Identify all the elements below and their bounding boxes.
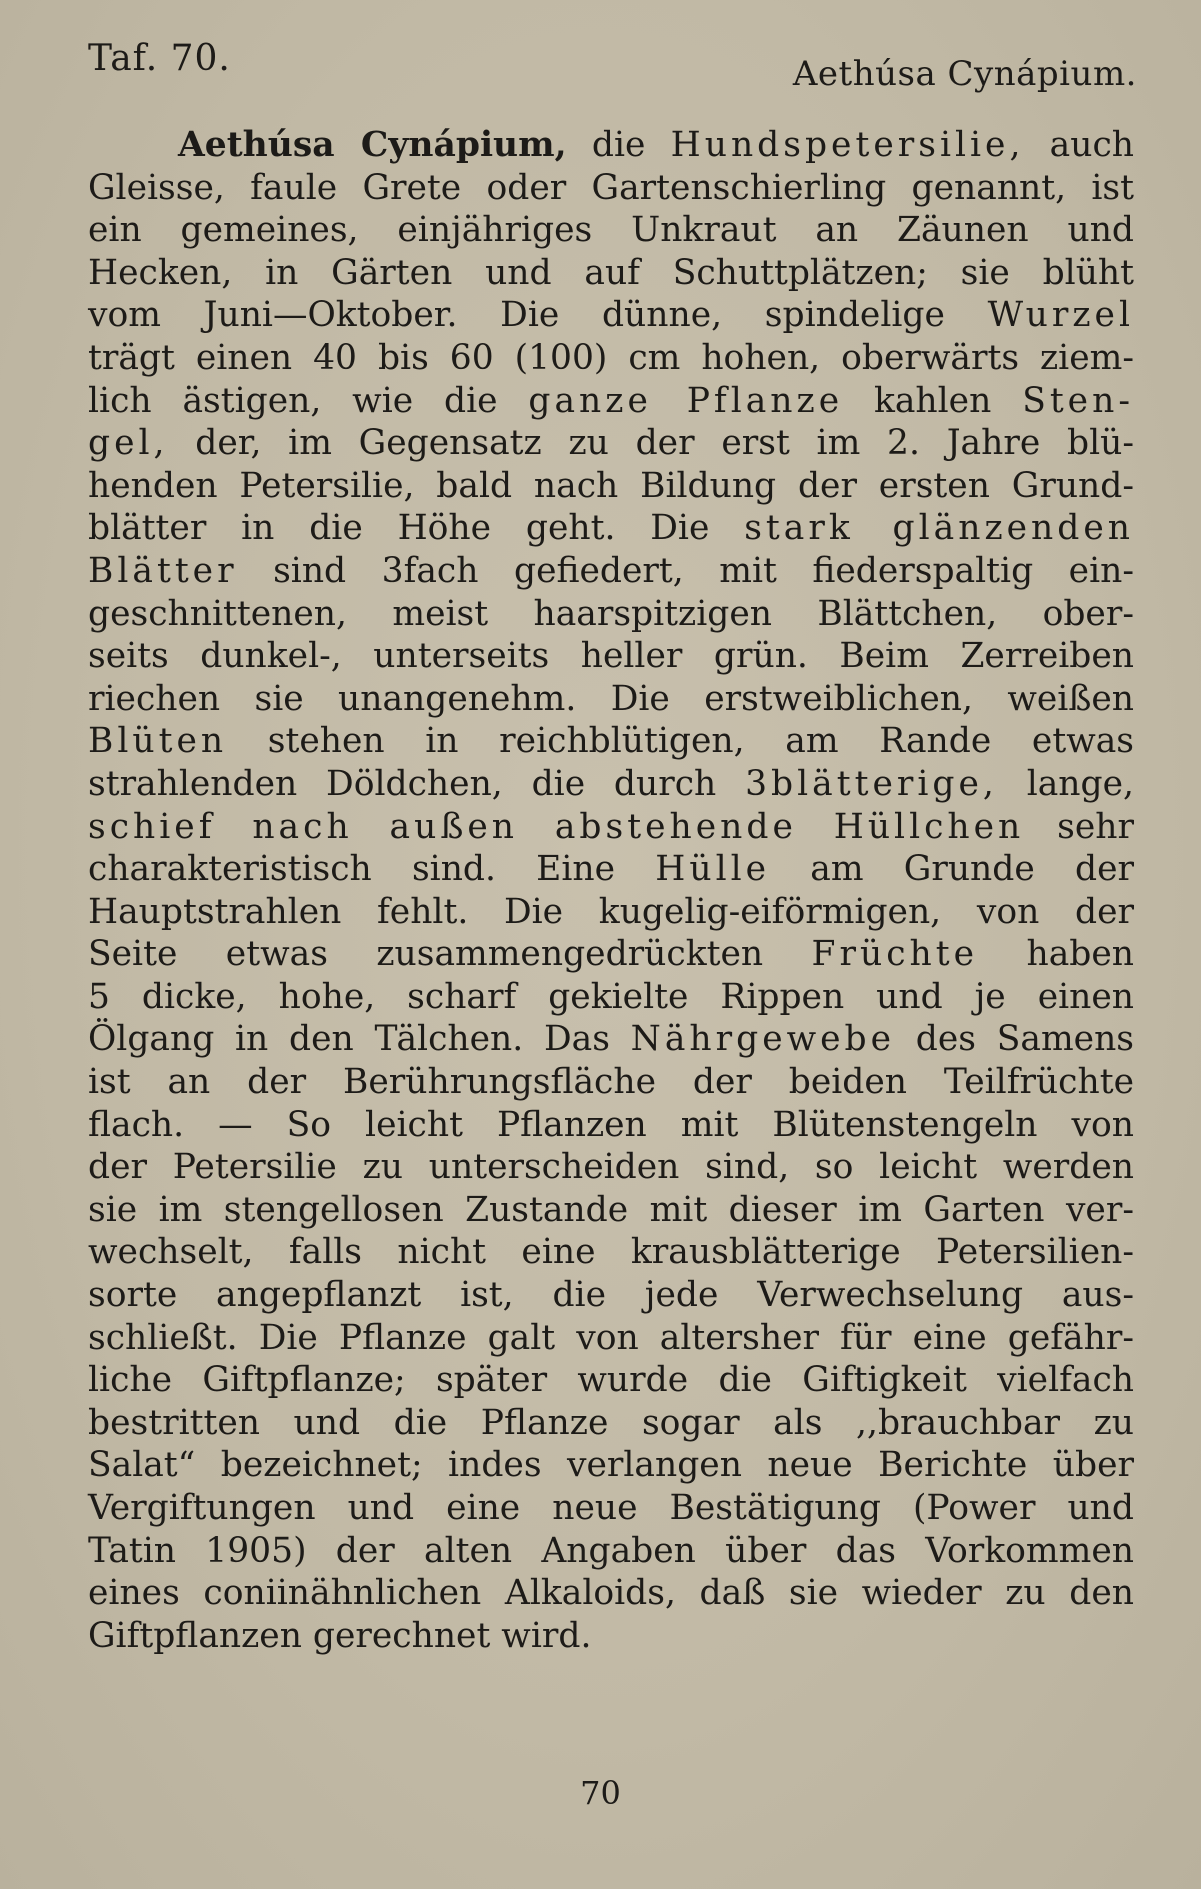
text-line: Salat“ bezeichnet; indes verlangen neue Berichte über <box>88 1445 1134 1486</box>
text-line: geschnittenen, meist haarspitzigen Blättchen, ober- <box>88 593 1134 634</box>
text-line: strahlenden Döldchen, die durch 3blätterige, lange, <box>88 763 1134 804</box>
text-line: Vergiftungen und eine neue Bestätigung (Power und <box>88 1488 1134 1528</box>
main-paragraph <box>88 124 1134 1657</box>
text-line: Gleisse, faule Grete oder Gartenschierling genannt, ist <box>88 167 1134 208</box>
text-line: schließt. Die Pflanze galt von altersher für eine gefähr- <box>88 1317 1134 1358</box>
text-line: henden Petersilie, bald nach Bildung der ersten Grund- <box>88 465 1134 506</box>
text-line: lich ästigen, wie die ganze Pflanze kahlen Sten- <box>88 380 1134 421</box>
text-line: trägt einen 40 bis 60 (100) cm hohen, oberwärts ziem- <box>88 337 1134 378</box>
text-line: Aethúsa Cynápium, die Hundspetersilie, auch <box>178 125 1134 165</box>
text-line: seits dunkel-, unterseits heller grün. Beim Zerreiben <box>88 636 1134 677</box>
text-line: blätter in die Höhe geht. Die stark glänzenden <box>88 508 1134 549</box>
text-line: Tatin 1905) der alten Angaben über das Vorkommen <box>88 1530 1134 1571</box>
text-line: eines coniinähnlichen Alkaloids, daß sie wieder zu den <box>88 1573 1134 1614</box>
species-name: Aethúsa Cynápium, <box>178 125 567 165</box>
page-number: 70 <box>580 1774 621 1812</box>
text-line: sorte angepflanzt ist, die jede Verwechselung aus- <box>88 1275 1134 1316</box>
text-line: 5 dicke, hohe, scharf gekielte Rippen und je einen <box>88 976 1134 1017</box>
common-name: Hundspetersilie, <box>670 125 1025 165</box>
text-line: der Petersilie zu unterscheiden sind, so leicht werden <box>88 1147 1134 1188</box>
running-title: Aethúsa Cynápium. <box>792 54 1137 94</box>
text-line: gel, der, im Gegensatz zu der erst im 2. Jahre blü- <box>88 423 1134 464</box>
text-line: Hecken, in Gärten und auf Schuttplätzen; sie blüht <box>88 252 1134 293</box>
text-line: Blüten stehen in reichblütigen, am Rande etwas <box>88 721 1134 762</box>
text-line: ein gemeines, einjähriges Unkraut an Zäunen und <box>88 210 1134 251</box>
text-line: liche Giftpflanze; später wurde die Giftigkeit vielfach <box>88 1360 1134 1401</box>
text-line: wechselt, falls nicht eine krausblätterige Petersilien- <box>88 1232 1134 1273</box>
text-line: sie im stengellosen Zustande mit dieser im Garten ver- <box>88 1189 1134 1230</box>
text-line: riechen sie unangenehm. Die erstweiblichen, weißen <box>88 678 1134 719</box>
text-line: ist an der Berührungsfläche der beiden Teilfrüchte <box>88 1062 1134 1103</box>
text-line: Seite etwas zusammengedrückten Früchte haben <box>88 934 1134 975</box>
text-line: Hauptstrahlen fehlt. Die kugelig-eiförmigen, von der <box>88 891 1134 932</box>
text-line: schief nach außen abstehende Hüllchen sehr <box>88 806 1134 847</box>
text-line: Blätter sind 3fach gefiedert, mit fiederspaltig ein- <box>88 550 1134 591</box>
text-line: vom Juni—Oktober. Die dünne, spindelige Wurzel <box>88 295 1134 336</box>
text-line: Giftpflanzen gerechnet wird. <box>88 1615 592 1656</box>
text-line: charakteristisch sind. Eine Hülle am Grunde der <box>88 849 1134 890</box>
text-line: flach. — So leicht Pflanzen mit Blütenstengeln von <box>88 1104 1134 1145</box>
plate-number: Taf. 70. <box>88 38 231 79</box>
text-line: bestritten und die Pflanze sogar als ,,brauchbar zu <box>88 1402 1134 1443</box>
text-line: Ölgang in den Tälchen. Das Nährgewebe des Samens <box>88 1019 1135 1060</box>
